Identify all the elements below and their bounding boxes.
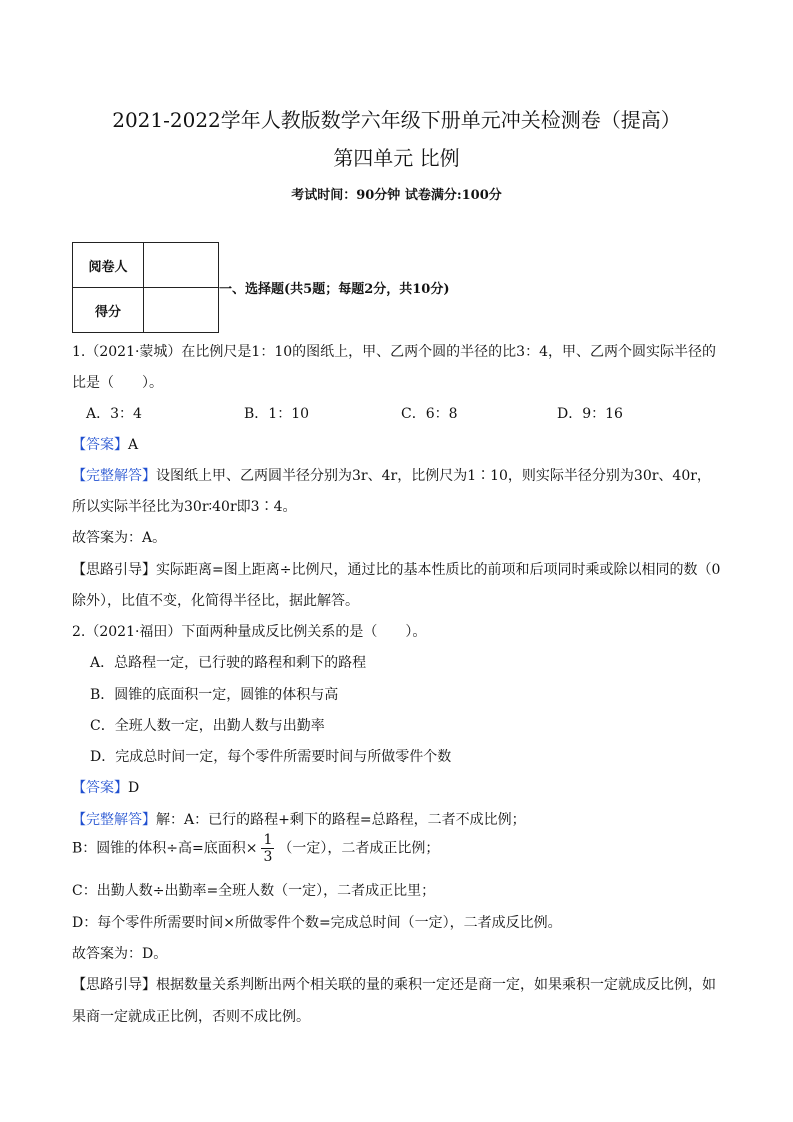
q1-option-d: D．9：16 <box>557 406 623 422</box>
q1-stem-1: 1.（2021·蒙城）在比例尺是1：10的图纸上，甲、乙两个圆的半径的比3：4，甲、乙两个圆实际半径的 <box>72 344 716 360</box>
q2-hint-1 <box>72 976 716 994</box>
q1-hint-text: 实际距离=图上距离÷比例尺，通过比的基本性质比的前项和后项同时乘或除以相同的数（0 <box>156 562 721 578</box>
q2-solution-5: 故答案为：D。 <box>72 946 168 962</box>
q1-solution-2: 所以实际半径比为30r∶40r即3∶4。 <box>72 499 297 515</box>
answer-label: 【答案】 <box>72 437 128 453</box>
q1-solution-1 <box>72 467 711 485</box>
q1-hint-2: 除外），比值不变，化简得半径比，据此解答。 <box>72 593 359 609</box>
q2-hint-text: 根据数量关系判断出两个相关联的量的乘积一定还是商一定，如果乘积一定就成反比例，如 <box>156 977 716 993</box>
q2-stem: 2.（2021·福田）下面两种量成反比例关系的是（ ）。 <box>72 624 427 640</box>
score-cell <box>144 288 219 333</box>
q1-option-b: B．1：10 <box>244 406 310 422</box>
q1-option-a: A．3：4 <box>86 406 142 422</box>
q1-hint-1 <box>72 561 720 579</box>
answer-label: 【答案】 <box>72 780 128 796</box>
q1-solution-3: 故答案为：A。 <box>72 530 167 546</box>
q1-option-c: C．6：8 <box>401 406 458 422</box>
q2-option-c: C．全班人数一定，出勤人数与出勤率 <box>90 718 325 734</box>
q2-hint-2: 果商一定就成正比例，否则不成比例。 <box>72 1009 310 1025</box>
q1-answer-value: A <box>128 437 139 453</box>
q1-answer <box>72 436 138 454</box>
fraction-denominator: 3 <box>263 849 273 865</box>
solution-label: 【完整解答】 <box>72 812 156 828</box>
q2-option-d: D．完成总时间一定，每个零件所需要时间与所做零件个数 <box>90 749 452 765</box>
q2-answer-value: D <box>128 780 140 796</box>
page-subtitle: 第四单元 比例 <box>333 146 460 170</box>
reviewer-cell <box>144 243 219 288</box>
page-title: 2021-2022学年人教版数学六年级下册单元冲关检测卷（提高） <box>112 108 681 132</box>
q2-solution-text: 解：A：已行的路程+剩下的路程=总路程，二者不成比例； <box>156 812 526 828</box>
q2-solution-1 <box>72 811 526 829</box>
reviewer-label: 阅卷人 <box>73 243 144 288</box>
q1-solution-text: 设图纸上甲、乙两圆半径分别为3r、4r，比例尺为1∶10，则实际半径分别为30r、40r， <box>156 468 711 484</box>
q2-solution-b-text: B：圆锥的体积÷高=底面积× <box>72 840 258 857</box>
fraction-numerator: 1 <box>263 832 273 848</box>
fraction-one-third <box>261 832 274 865</box>
score-table <box>72 242 219 333</box>
q2-solution-2 <box>72 832 439 865</box>
q2-answer <box>72 779 139 797</box>
hint-label: 【思路引导】 <box>72 562 156 578</box>
q2-option-b: B．圆锥的底面积一定，圆锥的体积与高 <box>90 687 339 703</box>
hint-label: 【思路引导】 <box>72 977 156 993</box>
q1-stem-2: 比是（ ）。 <box>72 375 163 391</box>
section-heading: 一、选择题(共5题；每题2分，共10分) <box>219 282 450 297</box>
q2-solution-4: D：每个零件所需要时间×所做零件个数=完成总时间（一定），二者成反比例。 <box>72 915 562 931</box>
solution-label: 【完整解答】 <box>72 468 156 484</box>
score-label: 得分 <box>73 288 144 333</box>
q2-option-a: A．总路程一定，已行驶的路程和剩下的路程 <box>90 655 367 671</box>
q2-solution-b-tail: （一定），二者成正比例； <box>278 840 440 857</box>
exam-info: 考试时间：90分钟 试卷满分:100分 <box>291 188 502 203</box>
q2-solution-3: C：出勤人数÷出勤率=全班人数（一定），二者成正比里； <box>72 883 436 899</box>
